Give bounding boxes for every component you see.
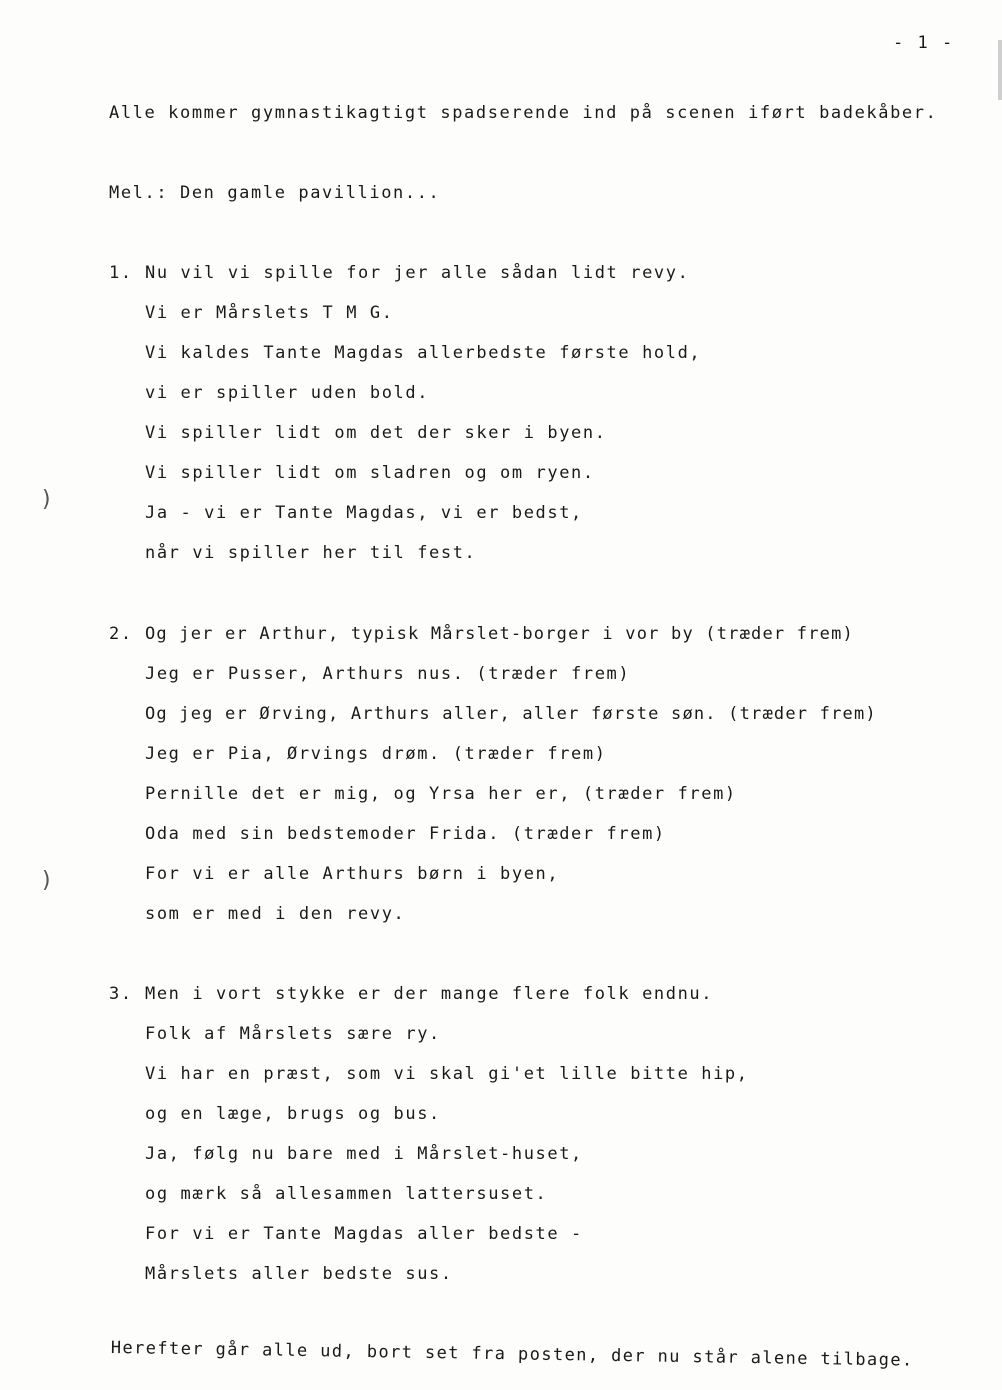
verse-line: Men i vort stykke er der mange flere folk endnu. [145, 984, 714, 1004]
scan-edge-shadow [998, 40, 1002, 100]
verse-line: Folk af Mårslets sære ry. [145, 1024, 441, 1044]
verse-line: Vi er Mårslets T M G. [145, 303, 394, 323]
verse-line: For vi er Tante Magdas aller bedste - [145, 1224, 583, 1244]
verse-line: Pernille det er mig, og Yrsa her er, (træder frem) [145, 784, 737, 804]
verse-line: Ja - vi er Tante Magdas, vi er bedst, [145, 503, 583, 523]
verse-line: Vi spiller lidt om sladren og om ryen. [145, 463, 595, 483]
verse-line: Nu vil vi spille for jer alle sådan lidt revy. [145, 263, 690, 283]
verse-line: Jeg er Pia, Ørvings drøm. (træder frem) [145, 744, 607, 764]
verse-line: når vi spiller her til fest. [145, 543, 477, 563]
closing-stage-direction: Herefter går alle ud, bort set fra posten, der nu står alene tilbage. [110, 1338, 914, 1371]
verse-line: og mærk så allesammen lattersuset. [145, 1184, 548, 1204]
verse-line: Og jeg er Ørving, Arthurs aller, aller første søn. (træder frem) [145, 704, 877, 724]
punch-hole-mark: ) [40, 868, 54, 893]
verse-line: og en læge, brugs og bus. [145, 1104, 441, 1124]
punch-hole-mark: ) [40, 487, 54, 512]
intro-stage-direction: Alle kommer gymnastikagtigt spadserende ind på scenen iført badekåber. [109, 103, 938, 123]
verse-line: Vi spiller lidt om det der sker i byen. [145, 423, 607, 443]
stanza-number: 2. [109, 624, 133, 644]
verse-line: som er med i den revy. [145, 904, 406, 924]
verse-line: Vi har en præst, som vi skal gi'et lille bitte hip, [145, 1064, 749, 1084]
verse-line: Vi kaldes Tante Magdas allerbedste første hold, [145, 343, 702, 363]
page-number: - 1 - [893, 33, 955, 53]
melody-line: Mel.: Den gamle pavillion... [109, 183, 441, 203]
stanza-number: 1. [109, 263, 133, 283]
stanza-number: 3. [109, 984, 133, 1004]
verse-line: Oda med sin bedstemoder Frida. (træder frem) [145, 824, 666, 844]
verse-line: vi er spiller uden bold. [145, 383, 430, 403]
verse-line: Og jer er Arthur, typisk Mårslet-borger i vor by (træder frem) [145, 624, 854, 644]
verse-line: For vi er alle Arthurs børn i byen, [145, 864, 560, 884]
verse-line: Ja, følg nu bare med i Mårslet-huset, [145, 1144, 583, 1164]
verse-line: Jeg er Pusser, Arthurs nus. (træder frem) [145, 664, 631, 684]
verse-line: Mårslets aller bedste sus. [145, 1264, 453, 1284]
